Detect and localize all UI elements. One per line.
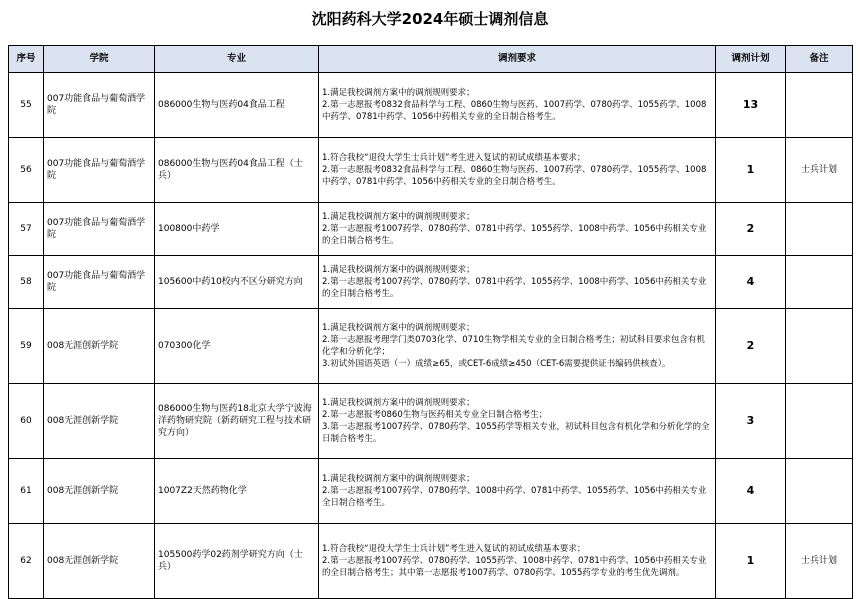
row-requirements [319, 309, 716, 384]
row-major: 086000生物与医药18北京大学宁波海洋药物研究院（新药研究工程与技术研究方向） [155, 384, 319, 459]
requirement-line: 1.满足我校调剂方案中的调剂规则要求； [322, 265, 475, 275]
row-college: 008无涯创新学院 [44, 309, 155, 384]
requirement-line: 3.第一志愿报考1007药学、0780药学、1055药学等相关专业，初试科目包含有机化学和分析化学的全日制合格考生。 [322, 422, 710, 444]
row-note [786, 384, 853, 459]
row-plan: 4 [716, 256, 786, 309]
requirement-line: 2.第一志愿报考1007药学、0780药学、0781中药学、1055药学、1008中药学、1056中药相关专业的全日制合格考生。 [322, 224, 707, 246]
row-major: 105600中药10校内不区分研究方向 [155, 256, 319, 309]
row-plan: 2 [716, 203, 786, 256]
requirement-line: 3.初试外国语英语（一）成绩≥65，或CET-6成绩≥450（CET-6需要提供证书编码供核查）。 [322, 359, 671, 369]
row-note [786, 203, 853, 256]
requirement-line: 2.第一志愿报考1007药学、0780药学、1055药学、1008中药学、0781中药学、1056中药相关专业的全日制合格考生；其中第一志愿报考1007药学、0780药学、1055药学专业的考生优先调剂。 [322, 556, 707, 578]
row-college: 008无涯创新学院 [44, 524, 155, 599]
requirement-line: 2.第一志愿报考0832食品科学与工程、0860生物与医药、1007药学、0780药学、1055药学、1008中药学、0781中药学、1056中药相关专业的全日制合格考生。 [322, 100, 707, 122]
requirement-line: 2.第一志愿报考0860生物与医药相关专业全日制合格考生； [322, 410, 548, 420]
table-row [9, 203, 853, 256]
table-row [9, 73, 853, 138]
row-major: 070300化学 [155, 309, 319, 384]
table-row [9, 256, 853, 309]
table-row [9, 309, 853, 384]
row-no: 58 [9, 256, 44, 309]
row-no: 62 [9, 524, 44, 599]
row-no: 60 [9, 384, 44, 459]
requirement-line: 1.满足我校调剂方案中的调剂规则要求； [322, 88, 475, 98]
row-major: 100800中药学 [155, 203, 319, 256]
requirement-line: 2.第一志愿报考1007药学、0780药学、0781中药学、1055药学、1008中药学、1056中药相关专业的全日制合格考生。 [322, 277, 707, 299]
requirement-line: 1.满足我校调剂方案中的调剂规则要求； [322, 212, 475, 222]
row-note [786, 73, 853, 138]
table-row [9, 524, 853, 599]
header-requirements: 调剂要求 [319, 46, 716, 73]
row-note: 士兵计划 [786, 524, 853, 599]
table-header-row [9, 46, 853, 73]
row-plan: 1 [716, 524, 786, 599]
row-note [786, 309, 853, 384]
row-plan: 4 [716, 459, 786, 524]
row-major: 105500药学02药剂学研究方向（士兵） [155, 524, 319, 599]
header-major: 专业 [155, 46, 319, 73]
row-plan: 13 [716, 73, 786, 138]
row-plan: 2 [716, 309, 786, 384]
row-plan: 3 [716, 384, 786, 459]
row-college: 007功能食品与葡萄酒学院 [44, 138, 155, 203]
header-no: 序号 [9, 46, 44, 73]
row-note: 士兵计划 [786, 138, 853, 203]
row-no: 56 [9, 138, 44, 203]
row-college: 008无涯创新学院 [44, 459, 155, 524]
row-college: 007功能食品与葡萄酒学院 [44, 256, 155, 309]
row-plan: 1 [716, 138, 786, 203]
row-note [786, 459, 853, 524]
row-requirements [319, 524, 716, 599]
requirement-line: 2.第一志愿报考0832食品科学与工程、0860生物与医药、1007药学、0780药学、1055药学、1008中药学、0781中药学、1056中药相关专业的全日制合格考生。 [322, 165, 707, 187]
row-no: 59 [9, 309, 44, 384]
header-plan: 调剂计划 [716, 46, 786, 73]
table-row [9, 384, 853, 459]
row-requirements [319, 459, 716, 524]
row-requirements [319, 138, 716, 203]
requirement-line: 1.满足我校调剂方案中的调剂规则要求； [322, 323, 475, 333]
adjustment-table [8, 45, 853, 599]
row-college: 008无涯创新学院 [44, 384, 155, 459]
row-requirements [319, 384, 716, 459]
row-major: 086000生物与医药04食品工程 [155, 73, 319, 138]
requirement-line: 1.符合我校“退役大学生士兵计划”考生进入复试的初试成绩基本要求； [322, 153, 586, 163]
row-college: 007功能食品与葡萄酒学院 [44, 73, 155, 138]
page-title: 沈阳药科大学2024年硕士调剂信息 [311, 10, 549, 28]
row-major: 1007Z2天然药物化学 [155, 459, 319, 524]
requirement-line: 1.符合我校“退役大学生士兵计划”考生进入复试的初试成绩基本要求； [322, 544, 586, 554]
row-college: 007功能食品与葡萄酒学院 [44, 203, 155, 256]
row-requirements [319, 256, 716, 309]
row-no: 61 [9, 459, 44, 524]
requirement-line: 2.第一志愿报考1007药学、0780药学、1008中药学、0781中药学、1055药学、1056中药相关专业全日制合格考生。 [322, 486, 707, 508]
row-no: 55 [9, 73, 44, 138]
row-requirements [319, 73, 716, 138]
row-no: 57 [9, 203, 44, 256]
requirement-line: 2.第一志愿报考理学门类0703化学、0710生物学相关专业的全日制合格考生；初试科目要求包含有机化学和分析化学； [322, 335, 705, 357]
row-requirements [319, 203, 716, 256]
row-major: 086000生物与医药04食品工程（士兵） [155, 138, 319, 203]
requirement-line: 1.满足我校调剂方案中的调剂规则要求； [322, 398, 475, 408]
row-note [786, 256, 853, 309]
requirement-line: 1.满足我校调剂方案中的调剂规则要求； [322, 474, 475, 484]
table-row [9, 459, 853, 524]
table-row [9, 138, 853, 203]
header-college: 学院 [44, 46, 155, 73]
header-note: 备注 [786, 46, 853, 73]
